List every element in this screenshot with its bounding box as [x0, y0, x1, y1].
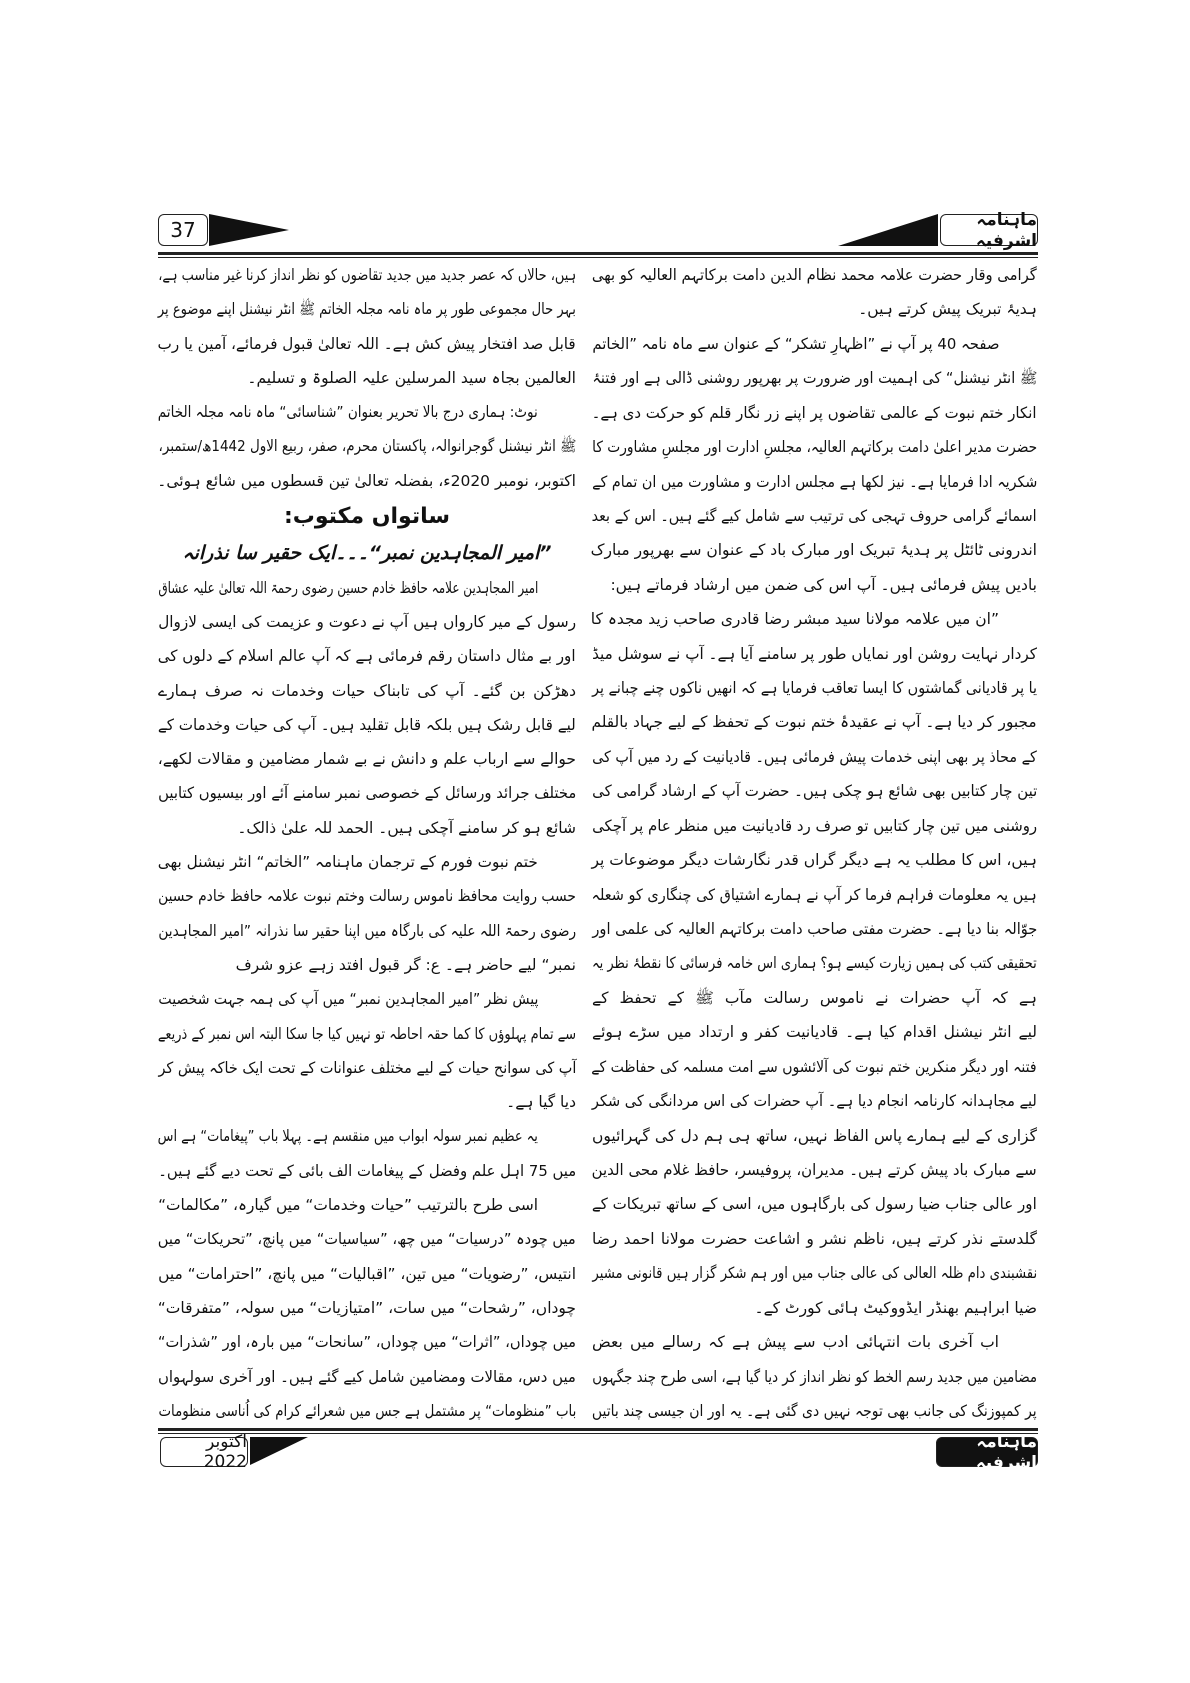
- magazine-name-footer: ماہنامہ اشرفیہ: [936, 1437, 1038, 1467]
- text-line: انتیس، ”رضویات“ میں تین، ”اقبالیات“ میں پانچ، ”احترامات“ میں: [158, 1264, 576, 1283]
- text-line: کے محاذ پر بھی اپنی خدمات پیش فرمائی ہیں۔ قادیانیت کے رد میں آپ کی: [592, 747, 1037, 766]
- text-line: میں چوداں، ”اثرات“ میں چوداں، ”سانحات“ میں بارہ، اور ”شذرات“: [157, 1333, 576, 1352]
- text-line: العالمین بجاہ سید المرسلین علیہ الصلوۃ و تسلیم۔: [247, 368, 576, 387]
- text-line: نوٹ: ہماری درج بالا تحریر بعنوان ”شناسائی“ ماہ نامہ مجلہ الخاتم: [157, 403, 538, 422]
- text-line: میں دس، مقالات ومضامین شامل کیے گئے ہیں۔ اور آخری سولہواں: [158, 1367, 576, 1386]
- text-line: دیا گیا ہے۔: [506, 1093, 576, 1112]
- text-line: رسول کے میر کارواں ہیں آپ نے دعوت و عزیمت کی ایسی لازوال: [158, 612, 576, 631]
- text-line: سے تمام پہلوؤں کا کما حقہ احاطہ تو نہیں کیا جا سکا البتہ اس نمبر کے ذریعے: [157, 1024, 576, 1043]
- text-line: ﷺ انٹر نیشنل گوجرانوالہ، پاکستان محرم، صفر، ربیع الاول 1442ھ/ستمبر،: [158, 437, 576, 456]
- text-line: پر کمپوزنگ کی جانب بھی توجہ نہیں دی گئی ہے۔ یہ اور ان جیسی چند باتیں: [592, 1401, 1037, 1420]
- text-line: تحقیقی کتب کی ہمیں زیارت کیسے ہو؟ ہماری اس خامہ فرسائی کا نقطۂ نظر یہ: [592, 954, 1037, 973]
- text-line: باب ”منظومات“ پر مشتمل ہے جس میں شعرائے کرام کی اُناسی منظومات: [158, 1401, 576, 1420]
- text-line: مجبور کر دیا ہے۔ آپ نے عقیدۂ ختم نبوت کے تحفظ کے لیے جہاد بالقلم: [591, 713, 1037, 732]
- header-right-wedge: [838, 214, 938, 246]
- text-line: ہیں، اس کا مطلب یہ ہے دیگر گراں قدر نگارشات دیگر موضوعات پر: [591, 851, 1037, 870]
- text-line: ختم نبوت فورم کے ترجمان ماہنامہ ”الخاتم“ انٹر نیشنل بھی: [157, 853, 538, 872]
- text-line: شائع ہو کر سامنے آچکی ہیں۔ الحمد للہ علیٰ ذالک۔: [237, 818, 576, 837]
- text-line: قابل صد افتخار پیش کش ہے۔ اللہ تعالیٰ قبول فرمائے، آمین یا رب: [157, 334, 576, 353]
- text-line: گزاری کے لیے ہمارے پاس الفاظ نہیں، ساتھ ہی ہم دل کی گہرائیوں: [592, 1126, 1037, 1145]
- text-line: مختلف جرائد ورسائل کے خصوصی نمبر سامنے آئے اور بیسیوں کتابیں: [157, 784, 576, 803]
- text-line: رضوی رحمۃ اللہ علیہ کی بارگاہ میں اپنا حقیر سا نذرانہ ”امیر المجاہدین: [158, 921, 576, 940]
- text-line: اکتوبر، نومبر 2020ء، بفضلہ تعالیٰ تین قسطوں میں شائع ہوئی۔: [157, 471, 576, 490]
- text-line: حضرت مدیر اعلیٰ دامت برکاتہم العالیہ، مجلسِ ادارت اور مجلسِ مشاورت کا: [591, 438, 1037, 457]
- header-left-wedge: [209, 214, 289, 246]
- text-line: لیے قابل رشک ہیں بلکہ قابل تقلید ہیں۔ آپ کی حیات وخدمات کے: [158, 715, 576, 734]
- text-line: شکریہ ادا فرمایا ہے۔ نیز لکھا ہے مجلس ادارت و مشاورت میں ان تمام کے: [591, 472, 1037, 491]
- text-line: ﷺ انٹر نیشنل“ کی اہمیت اور ضرورت پر بھرپور روشنی ڈالی ہے اور فتنۂ: [592, 369, 1037, 388]
- text-line: دھڑکن بن گئے۔ آپ کی تابناک حیات وخدمات نہ صرف ہمارے: [158, 681, 576, 700]
- text-line: لیے مجاہدانہ کارنامہ انجام دیا ہے۔ آپ حضرات کی اس مردانگی کی شکر: [592, 1092, 1037, 1111]
- text-line: چوداں، ”رشحات“ میں سات، ”امتیازیات“ میں سولہ، ”متفرقات“: [157, 1298, 576, 1317]
- text-line: ہیں یہ معلومات فراہم فرما کر آپ نے ہمارے اشتیاق کی چنگاری کو شعلہ: [591, 885, 1037, 904]
- text-line: امیر المجاہدین علامہ حافظ خادم حسین رضوی رحمۃ اللہ تعالیٰ علیہ عشاق: [157, 578, 538, 597]
- text-line: تین چار کتابیں بھی شائع ہو چکی ہیں۔ حضرت آپ کے ارشاد گرامی کی: [591, 782, 1037, 801]
- footer-rule: [158, 1428, 1038, 1434]
- text-line: حسب روایت محافظ ناموس رسالت وختم نبوت علامہ حافظ خادم حسین: [158, 887, 576, 906]
- right-column: [592, 262, 1037, 1424]
- text-line: اب آخری بات انتہائی ادب سے پیش ہے کہ رسالے میں بعض: [592, 1333, 999, 1352]
- text-line: ”ان میں علامہ مولانا سید مبشر رضا قادری صاحب زید مجدہ کا: [590, 610, 999, 629]
- text-line: میں چودہ ”درسیات“ میں چھ، ”سیاسیات“ میں پانچ، ”تحریکات“ میں: [157, 1230, 576, 1249]
- footer-left-wedge: [250, 1437, 308, 1465]
- text-line: گرامی وقار حضرت علامہ محمد نظام الدین دامت برکاتہم العالیہ کو بھی: [592, 266, 1037, 284]
- issue-date: اکتوبر 2022: [160, 1437, 248, 1467]
- text-line: اسمائے گرامی حروف تہجی کی ترتیب سے شامل کیے گئے ہیں۔ اس کے بعد: [591, 506, 1037, 525]
- magazine-name-header: ماہنامہ اشرفیہ: [940, 214, 1038, 246]
- text-line: یا پر قادیانی گماشتوں کا ایسا تعاقب فرمایا ہے کہ انھیں ناکوں چنے چبانے پر: [592, 679, 1037, 698]
- text-line: ہے کہ آپ حضرات نے ناموس رسالت مآب ﷺ کے تحفظ کے: [592, 988, 1037, 1007]
- text-line: اور بے مثال داستان رقم فرمائی ہے کہ آپ عالم اسلام کے دلوں کی: [158, 647, 576, 666]
- text-line: سے مبارک باد پیش کرتے ہیں۔ مدیران، پروفیسر، حافظ غلام محی الدین: [591, 1160, 1037, 1179]
- text-line: مضامین میں جدید رسم الخط کو نظر انداز کر دیا گیا ہے، اسی طرح چند جگہوں: [592, 1367, 1037, 1386]
- text-line: اسی طرح بالترتیب ”حیات وخدمات“ میں گیارہ، ”مکالمات“: [158, 1196, 538, 1215]
- text-line: گلدستے نذر کرتے ہیں، ناظم نشر و اشاعت حضرت مولانا احمد رضا: [592, 1229, 1037, 1248]
- text-line: جوّالہ بنا دیا ہے۔ حضرت مفتی صاحب دامت برکاتہم العالیہ کی علمی اور: [592, 920, 1037, 939]
- header-rule: [158, 252, 1038, 258]
- text-line: روشنی میں تین چار کتابیں تو صرف رد قادیانیت میں منظر عام پر آچکی: [591, 816, 1037, 835]
- text-line: صفحہ 40 پر آپ نے ”اظہارِ تشکر“ کے عنوان سے ماہ نامہ ”الخاتم: [591, 334, 999, 353]
- text-line: ہدیۂ تبریک پیش کرتے ہیں۔: [858, 300, 1037, 319]
- text-line: ہیں، حالاں کہ عصر جدید میں جدید تقاضوں کو نظر انداز کرنا غیر مناسب ہے،: [157, 266, 576, 284]
- text-line: حوالے سے ارباب علم و دانش نے بے شمار مضامین و مقالات لکھے،: [157, 750, 576, 769]
- text-line: لیے انٹر نیشنل اقدام کیا ہے۔ قادیانیت کفر و ارتداد میں سڑے ہوئے: [592, 1023, 1037, 1042]
- text-line: فتنہ اور دیگر منکرین ختم نبوت کی آلائشوں سے امت مسلمہ کی حفاظت کے: [591, 1057, 1037, 1076]
- text-line: بادیں پیش فرمائی ہیں۔ آپ اس کی ضمن میں ارشاد فرماتے ہیں:: [610, 575, 1037, 594]
- text-line: نقشبندی دام ظلہ العالی کی عالی جناب میں اور ہم شکر گزار ہیں قانونی مشیر: [592, 1264, 1037, 1283]
- text-line: کردار نہایت روشن اور نمایاں طور پر سامنے آیا ہے۔ آپ نے سوشل میڈ: [592, 644, 1037, 663]
- text-line: آپ کی سوانح حیات کے لیے مختلف عنوانات کے تحت ایک خاکہ پیش کر: [158, 1058, 576, 1077]
- text-line: یہ عظیم نمبر سولہ ابواب میں منقسم ہے۔ پہلا باب ”پیغامات“ ہے اس: [157, 1127, 538, 1146]
- text-line: انکار ختم نبوت کے عالمی تقاضوں پر اپنے زر نگار قلم کو حرکت دی ہے۔: [592, 403, 1037, 422]
- text-line: نمبر“ لیے حاضر ہے۔ ع: گر قبول افتد زہے عزو شرف: [235, 955, 576, 974]
- section-heading: ساتواں مکتوب:: [283, 504, 451, 530]
- text-line: میں 75 اہل علم وفضل کے پیغامات الف بائی کے تحت دیے گئے ہیں۔: [158, 1161, 576, 1180]
- text-line: اندرونی ٹائٹل پر ہدیۂ تبریک اور مبارک باد کے عنوان سے بھرپور مبارک: [590, 541, 1037, 560]
- text-line: بہر حال مجموعی طور پر ماہ نامہ مجلہ الخاتم ﷺ انٹر نیشنل اپنے موضوع پر: [157, 300, 576, 319]
- text-line: اور عالی جناب ضیا رسول کی بارگاہوں میں، اسی کے ساتھ تبریکات کے: [592, 1195, 1037, 1214]
- text-line: ضیا ابراہیم بھنڈر ایڈووکیٹ ہائی کورٹ کے۔: [754, 1298, 1037, 1317]
- page-number: 37: [158, 214, 208, 246]
- section-subheading: ”امیر المجاہدین نمبر“۔۔۔ایک حقیر سا نذرانہ: [182, 542, 552, 565]
- text-line: پیش نظر ”امیر المجاہدین نمبر“ میں آپ کی ہمہ جہت شخصیت: [158, 990, 538, 1009]
- left-column: [158, 262, 576, 1424]
